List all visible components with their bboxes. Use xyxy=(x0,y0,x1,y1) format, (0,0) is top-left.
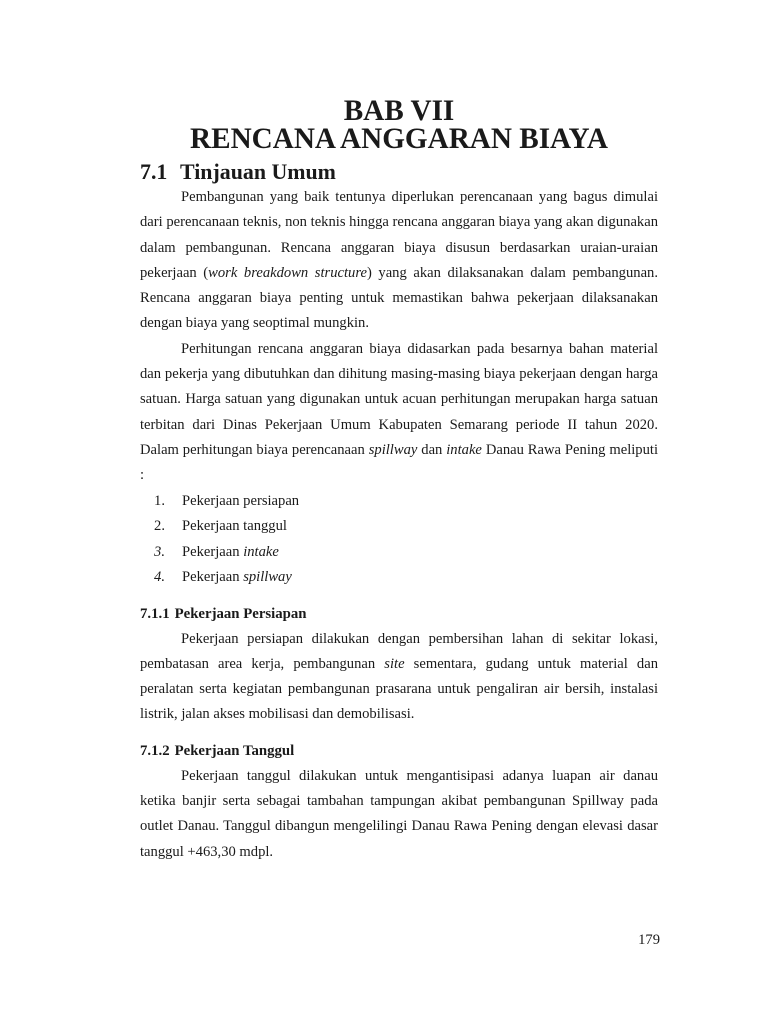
text-run: Perhitungan rencana anggaran biaya didasarkan pada besarnya bahan material dan pekerja yang dibutuhkan dan dihitung masing-masing biaya pekerjaan dengan harga satuan. Harga satuan yang digunakan untuk acuan perhitungan merupakan harga satuan terbitan dari Dinas Pekerjaan Umum Kabupaten Semarang periode II tahun 2020. Dalam perhitungan biaya perencanaan xyxy=(140,340,658,458)
list-number: 1. xyxy=(154,492,165,509)
work-items-list xyxy=(140,489,658,591)
section-heading-7-1-1 xyxy=(140,601,658,627)
list-number: 3. xyxy=(154,543,165,560)
section-title: Pekerjaan Persiapan xyxy=(174,605,307,622)
text-run: ) yang akan dilaksanakan dalam pembangunan. Rencana anggaran biaya penting untuk memastikan bahwa pekerjaan dilaksanakan dengan biaya yang seoptimal mungkin. xyxy=(140,264,658,332)
list-number: 2. xyxy=(154,518,165,535)
list-text: Pekerjaan spillway xyxy=(182,569,292,586)
paragraph-tanggul: Pekerjaan tanggul dilakukan untuk mengantisipasi adanya luapan air danau ketika banjir serta sebagai tambahan tampungan akibat pembangunan Spillway pada outlet Danau. Tanggul dibangun mengelilingi Danau Rawa Pening dengan elevasi dasar tanggul +463,30 mdpl. xyxy=(140,767,658,860)
page-number: 179 xyxy=(638,932,660,948)
paragraph-tinjauan-1 xyxy=(140,185,658,337)
list-item xyxy=(140,514,658,540)
chapter-title: RENCANA ANGGARAN BIAYA xyxy=(190,123,608,155)
page-content xyxy=(140,95,659,865)
text-run: dan xyxy=(417,441,447,458)
chapter-label: BAB VII xyxy=(343,95,455,127)
section-number: 7.1.1 xyxy=(140,605,170,622)
paragraph-tinjauan-2 xyxy=(140,337,658,489)
section-title: Pekerjaan Tanggul xyxy=(174,742,295,759)
section-title: Tinjauan Umum xyxy=(180,159,336,184)
list-text: Pekerjaan intake xyxy=(182,543,279,560)
list-item xyxy=(140,489,658,515)
list-item xyxy=(140,540,658,566)
text-run: Danau Rawa Pening meliputi : xyxy=(140,441,659,484)
italic-term: work breakdown structure xyxy=(208,264,367,281)
section-heading-7-1 xyxy=(140,159,658,185)
italic-term: spillway xyxy=(368,441,418,458)
text-run: Pembangunan yang baik tentunya diperlukan perencanaan yang bagus dimulai dari perencanaan teknis, non teknis hingga rencana anggaran biaya yang akan digunakan dalam pembangunan. Rencana anggaran biaya disusun berdasarkan uraian-uraian pekerjaan ( xyxy=(140,189,658,281)
section-number: 7.1.2 xyxy=(140,742,170,759)
section-number: 7.1 xyxy=(140,159,168,184)
text-run: Pekerjaan persiapan dilakukan dengan pembersihan lahan di sekitar lokasi, pembatasan area kerja, pembangunan xyxy=(140,630,658,672)
paragraph-persiapan xyxy=(140,627,658,728)
list-item xyxy=(140,565,658,591)
list-number: 4. xyxy=(154,569,165,586)
section-heading-7-1-2 xyxy=(140,738,658,764)
italic-term: intake xyxy=(446,441,482,458)
italic-term: site xyxy=(384,655,405,672)
list-text: Pekerjaan tanggul xyxy=(182,518,287,535)
text-run: sementara, gudang untuk material dan peralatan serta kegiatan pembangunan prasarana untuk pengaliran air bersih, instalasi listrik, jalan akses mobilisasi dan demobilisasi. xyxy=(140,655,659,723)
list-text: Pekerjaan persiapan xyxy=(182,492,300,509)
